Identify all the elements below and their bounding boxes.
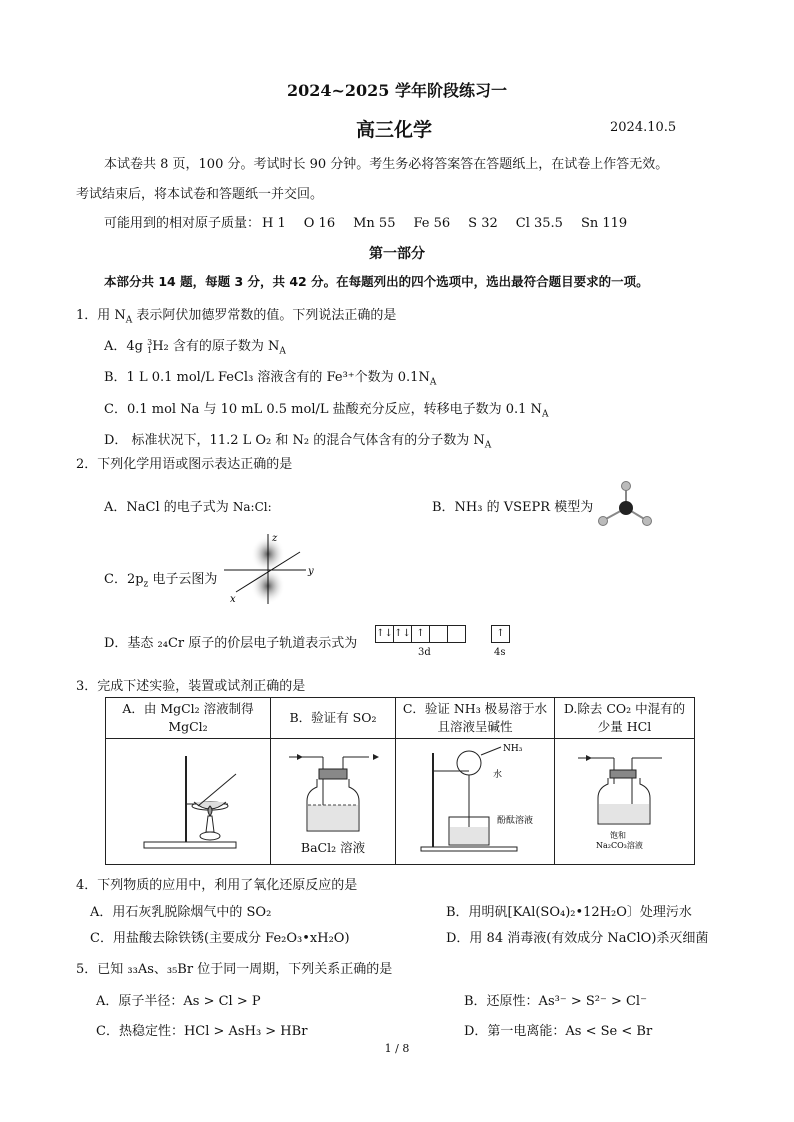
mass-s: S 32 [468,216,498,231]
part-description: 本部分共 14 题，每题 3 分，共 42 分。在每题列出的四个选项中，选出最符合题目要求的一项。 [104,274,649,289]
q1-option-a: A．4g 3 1H₂ 含有的原子数为 $N_A$ [104,337,286,357]
subject-title: 高三化学 [356,119,433,141]
q1-option-b: B．1 L 0.1 mol/L FeCl₃ 溶液含有的 Fe³⁺个数为 $0.1N_A$ [104,370,437,388]
mass-o: O 16 [303,216,336,231]
q5-stem: 5．已知 ₃₃As、₃₅Br 位于同一周期，下列关系正确的是 [76,962,393,977]
mass-fe: Fe 56 [413,216,451,231]
orbital-4s-box: ↑ [491,625,510,643]
intro-line-1: 本试卷共 8 页，100 分。考试时长 90 分钟。考生务必将答案答在答题纸上，在试卷上作答无效。 [104,157,669,172]
q5-option-a: A．原子半径：As > Cl > P [96,994,261,1009]
evaporation-apparatus-icon [128,744,248,854]
nacl-electron-formula: Na:Cl: [232,500,272,514]
axis-z-label: z [272,533,278,544]
fountain-experiment-icon [405,743,545,855]
q3-col-a-header: A．由 MgCl₂ 溶液制得 MgCl₂ [106,698,271,739]
water-label: 水 [493,770,503,780]
atomic-masses [104,212,645,231]
q4-stem: 4．下列物质的应用中，利用了氧化还原反应的是 [76,878,358,893]
q2-stem: 2．下列化学用语或图示表达正确的是 [76,457,293,472]
q5-option-d: D．第一电离能：As < Se < Br [464,1024,653,1039]
q4-option-a: A．用石灰乳脱除烟气中的 SO₂ [90,905,272,920]
q4-option-b: B．用明矾[KAl(SO₄)₂•12H₂O〕处理污水 [446,905,692,920]
q3-apparatus-b [271,739,396,865]
q2-option-b: B．NH₃ 的 VSEPR 模型为 [432,500,594,515]
2pz-electron-cloud-icon [222,530,318,606]
q2-option-d: D．基态 ₂₄Cr 原子的价层电子轨道表示式为 [104,636,358,651]
mass-cl: Cl 35.5 [515,216,563,231]
nh3-label: NH₃ [503,744,523,754]
gas-washing-bottle-icon [283,747,383,835]
q3-col-d-header: D.除去 CO₂ 中混有的少量 HCl [555,698,695,739]
sat-label: 饱和 [609,831,626,840]
q3-apparatus-d [555,739,695,865]
q2-option-a: A．NaCl 的电子式为 Na:Cl: [104,500,272,515]
q4-option-d: D．用 84 消毒液(有效成分 NaClO)杀灭细菌 [446,931,709,946]
q1-stem: 1．用 $N_A$ 表示阿伏加德罗常数的值。下列说法正确的是 [76,308,397,326]
q1-option-d: D． 标准状况下，11.2 L O₂ 和 N₂ 的混合气体含有的分子数为 $N_A$ [104,433,492,451]
intro-line-2: 考试结束后，将本试卷和答题纸一并交回。 [76,187,324,202]
q3-col-c-header: C．验证 NH₃ 极易溶于水且溶液呈碱性 [396,698,555,739]
part-title: 第一部分 [369,246,425,262]
q5-option-c: C．热稳定性：HCl > AsH₃ > HBr [96,1024,308,1039]
label-4s: 4s [494,647,506,658]
q2-option-c: C．$2p_z$ 电子云图为 [104,572,218,590]
q3-stem: 3．完成下述实验，装置或试剂正确的是 [76,679,306,694]
masses-label: 可能用到的相对原子质量： [104,216,261,231]
exam-date: 2024.10.5 [610,120,677,135]
page-number: 1 / 8 [384,1042,410,1055]
q3-apparatus-c [396,739,555,865]
q3-col-b-header: B．验证有 SO₂ [271,698,396,739]
gas-purify-bottle-icon [570,744,680,854]
q3-apparatus-a [106,739,271,865]
q3-b-reagent-label: BaCl₂ 溶液 [300,840,366,855]
orbital-3d-boxes: ↑↓↑↓ ↑ [375,625,466,643]
mass-h: H 1 [262,216,286,231]
na2co3-label: Na₂CO₃溶液 [595,841,643,850]
nh3-vsepr-model-icon [594,478,656,530]
q1-option-c: C．0.1 mol Na 与 10 mL 0.5 mol/L 盐酸充分反应，转移电子数为 0.1 $N_A$ [104,402,549,420]
mass-mn: Mn 55 [353,216,396,231]
phenolphthalein-label: 酚酞溶液 [497,816,534,826]
axis-x-label: x [230,594,236,605]
label-3d: 3d [418,647,431,658]
q4-option-c: C．用盐酸去除铁锈(主要成分 Fe₂O₃•xH₂O) [90,931,350,946]
q3-experiment-table [105,697,695,865]
mass-sn: Sn 119 [580,216,628,231]
exam-title: 2024~2025 学年阶段练习一 [286,81,508,100]
axis-y-label: y [308,566,314,577]
q5-option-b: B．还原性：As³⁻ > S²⁻ > Cl⁻ [464,994,647,1009]
